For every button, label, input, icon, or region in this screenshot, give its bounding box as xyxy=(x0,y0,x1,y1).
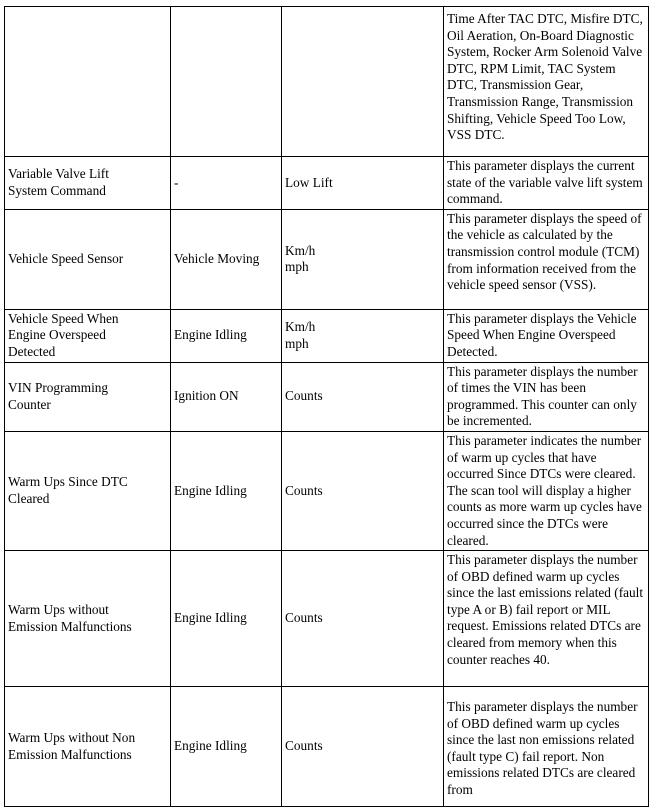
units-displayed: Counts xyxy=(282,362,444,431)
operating-condition: - xyxy=(171,157,282,210)
parameter-name: Variable Valve Lift System Command xyxy=(5,157,171,210)
parameter-description: This parameter displays the number of OBD defined warm up cycles since the last non emissions related (fault type C) fail report. Non emissions related DTCs are cleared from xyxy=(444,687,649,807)
table-row xyxy=(5,7,649,157)
units-displayed: Counts xyxy=(282,431,444,550)
parameter-name: Warm Ups without Emission Malfunctions xyxy=(5,551,171,687)
parameter-name: Vehicle Speed Sensor xyxy=(5,209,171,309)
parameter-description: This parameter displays the current state of the variable valve lift system command. xyxy=(444,157,649,210)
operating-condition: Engine Idling xyxy=(171,309,282,362)
units-displayed: Low Lift xyxy=(282,157,444,210)
table-row xyxy=(5,431,649,550)
parameter-name: Vehicle Speed When Engine Overspeed Detected xyxy=(5,309,171,362)
units-displayed xyxy=(282,7,444,157)
units-displayed: Counts xyxy=(282,551,444,687)
parameter-description: This parameter indicates the number of warm up cycles that have occurred Since DTCs were cleared. The scan tool will display a higher counts as more warm up cycles have occurred since the DTCs were cleared. xyxy=(444,431,649,550)
operating-condition: Vehicle Moving xyxy=(171,209,282,309)
operating-condition: Ignition ON xyxy=(171,362,282,431)
units-displayed: Km/h mph xyxy=(282,209,444,309)
parameter-description: Time After TAC DTC, Misfire DTC, Oil Aeration, On-Board Diagnostic System, Rocker Arm Solenoid Valve DTC, RPM Limit, TAC System DTC, Transmission Gear, Transmission Range, Transmission Shifting, Vehicle Speed Too Low, VSS DTC. xyxy=(444,7,649,157)
parameter-description: This parameter displays the number of OBD defined warm up cycles since the last emissions related (fault type A or B) fail report or MIL request. Emissions related DTCs are cleared from memory when this counter reaches 40. xyxy=(444,551,649,687)
parameter-name: Warm Ups Since DTC Cleared xyxy=(5,431,171,550)
table-row xyxy=(5,551,649,687)
units-displayed: Km/h mph xyxy=(282,309,444,362)
units-displayed: Counts xyxy=(282,687,444,807)
table-row xyxy=(5,209,649,309)
parameter-table xyxy=(4,6,649,807)
parameter-name xyxy=(5,7,171,157)
parameter-name: VIN Programming Counter xyxy=(5,362,171,431)
operating-condition: Engine Idling xyxy=(171,687,282,807)
parameter-description: This parameter displays the speed of the vehicle as calculated by the transmission control module (TCM) from information received from the vehicle speed sensor (VSS). xyxy=(444,209,649,309)
table-row xyxy=(5,157,649,210)
table-row xyxy=(5,687,649,807)
operating-condition: Engine Idling xyxy=(171,431,282,550)
parameter-name: Warm Ups without Non Emission Malfunctions xyxy=(5,687,171,807)
table-row xyxy=(5,362,649,431)
table-row xyxy=(5,309,649,362)
parameter-description: This parameter displays the Vehicle Speed When Engine Overspeed Detected. xyxy=(444,309,649,362)
operating-condition xyxy=(171,7,282,157)
parameter-description: This parameter displays the number of times the VIN has been programmed. This counter can only be incremented. xyxy=(444,362,649,431)
operating-condition: Engine Idling xyxy=(171,551,282,687)
